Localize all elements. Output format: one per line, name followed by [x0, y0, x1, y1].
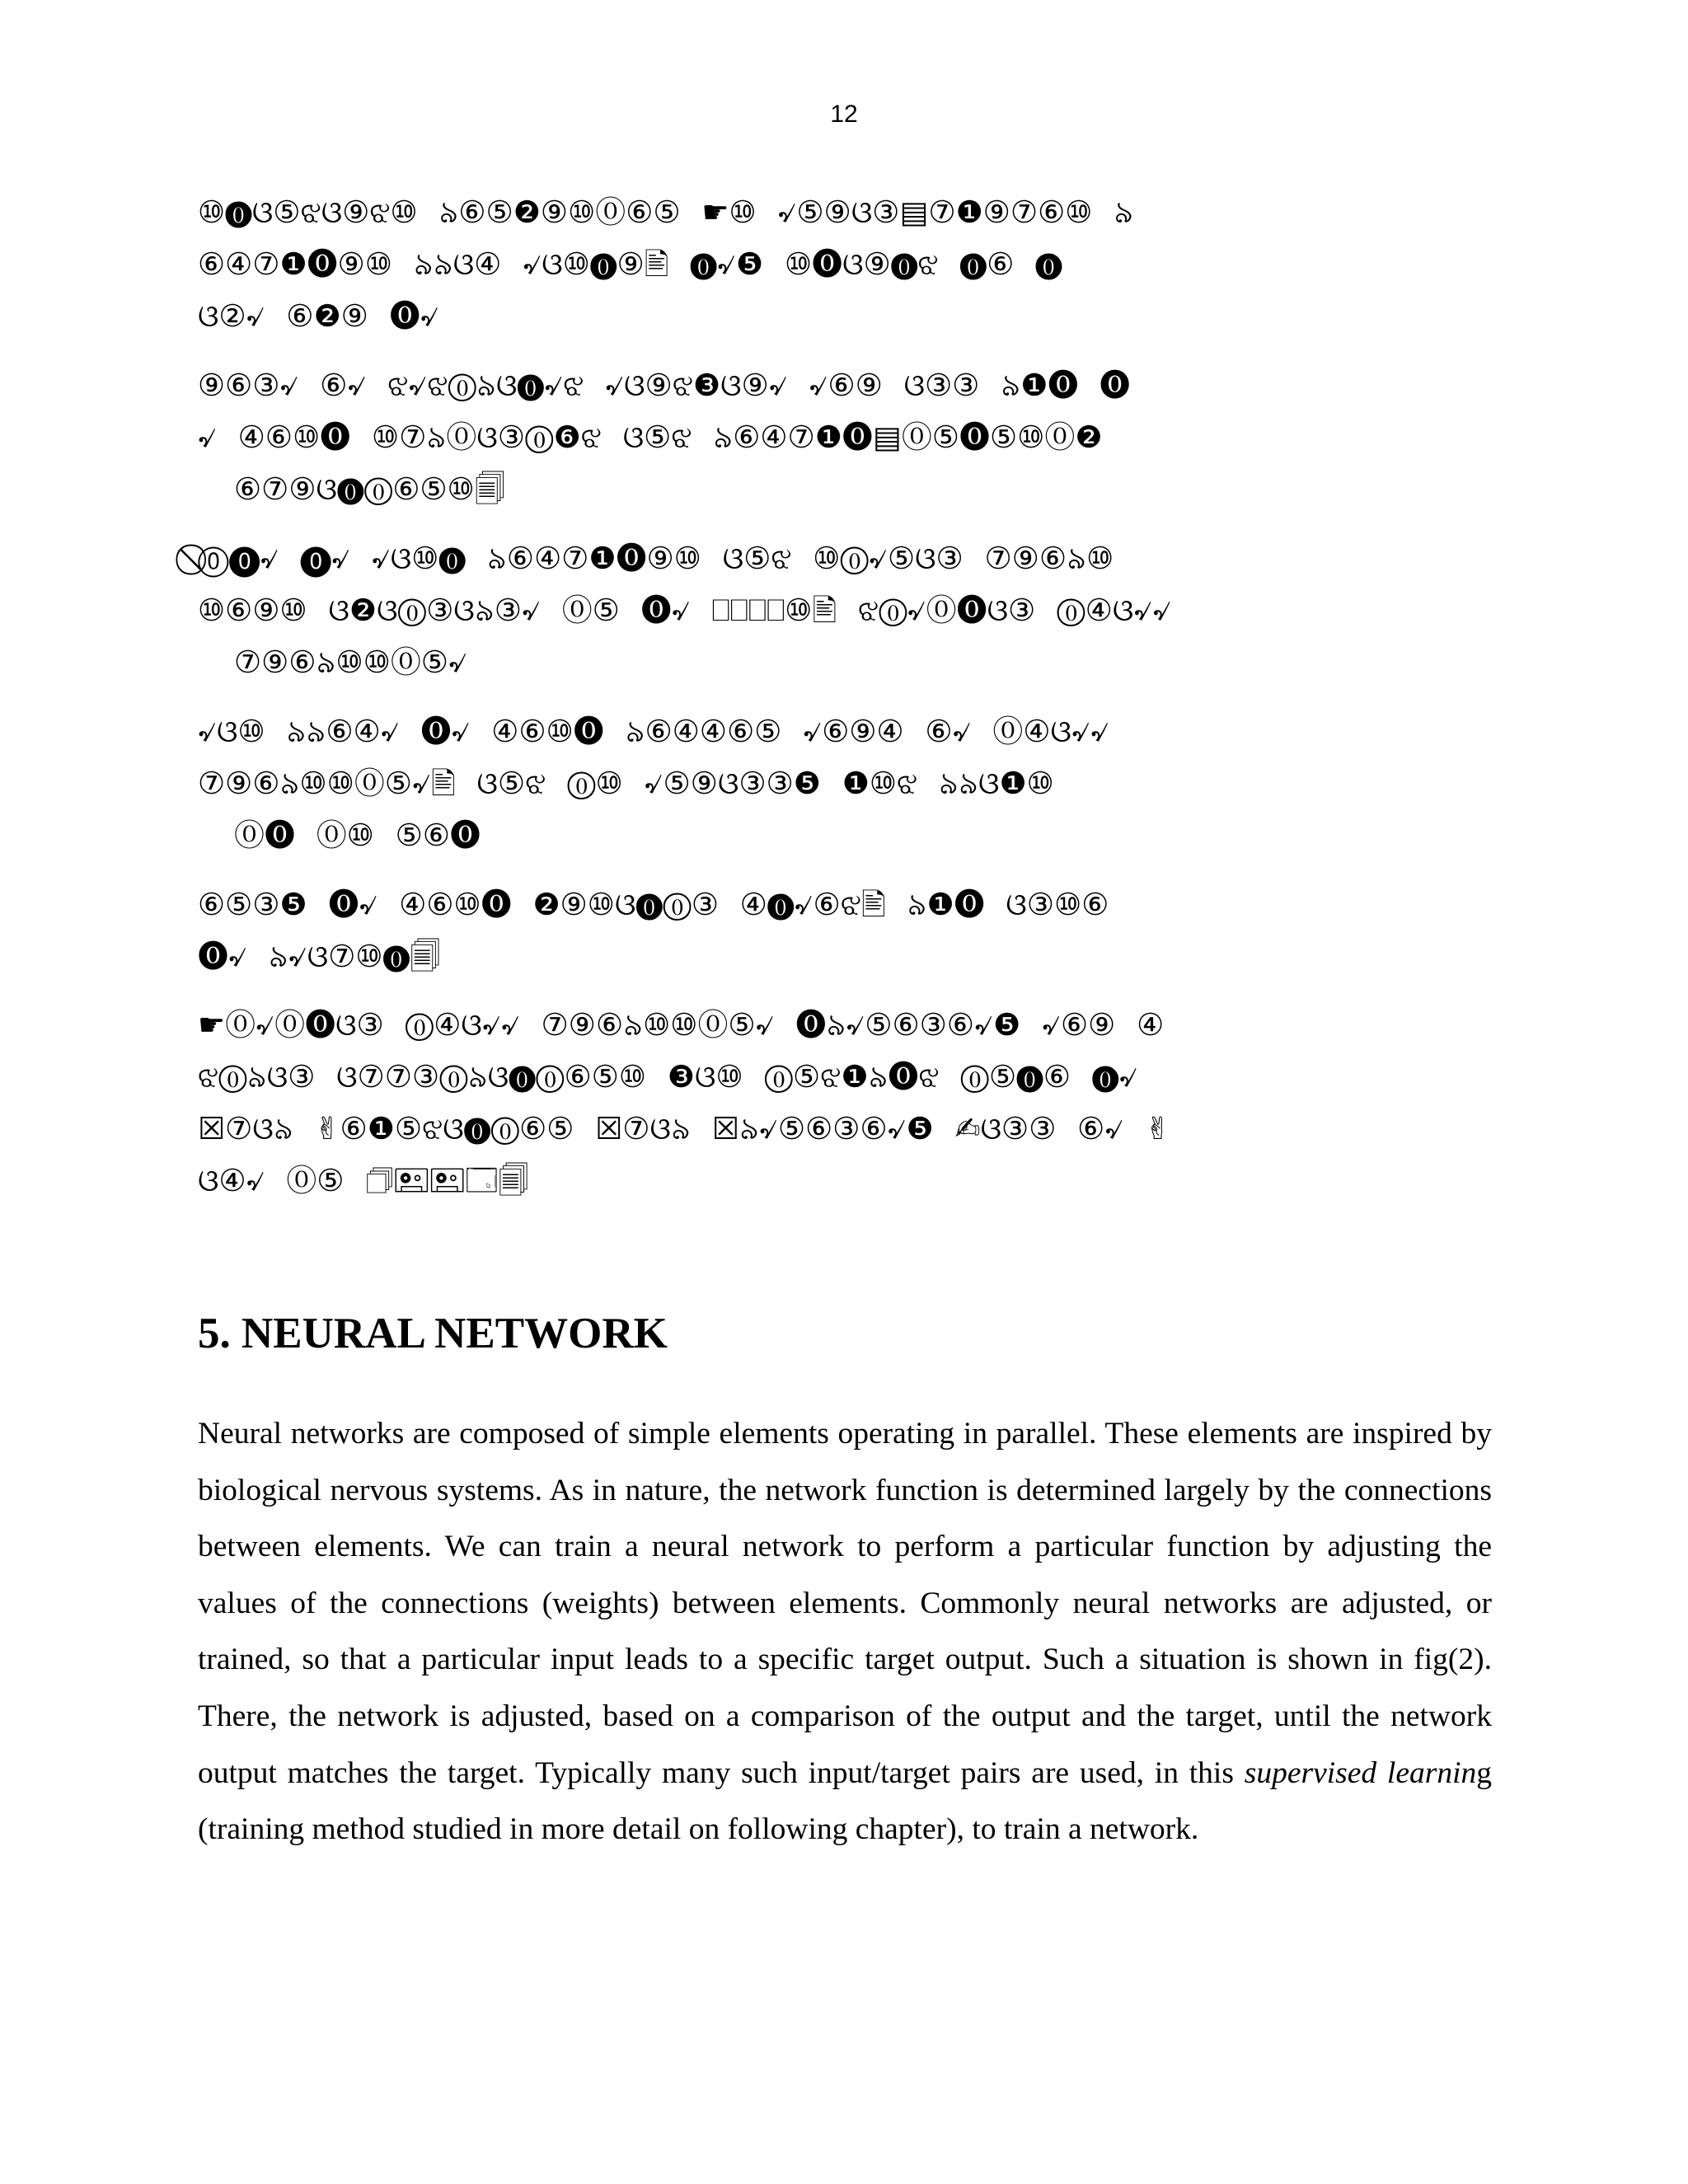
section-heading: 5. NEURAL NETWORK	[198, 1310, 668, 1357]
glyph-line: ଓ②৵ ⑥❷⑨ ⓿৵	[198, 298, 439, 334]
body-paragraph	[198, 1406, 1492, 1858]
glyph-paragraph-4	[198, 705, 1484, 861]
paragraph-text-end: g (training method studied in more detail on following chapter), to train a network.	[198, 1755, 1492, 1847]
glyph-paragraph-2	[198, 359, 1484, 515]
glyph-line: ⑩⓿ଓ⑤ଝଓ⑨ଝ⑩ ৯⑥⑤❷⑨⑩⓪⑥⑤ ☛⑩ ৵⑤⑨ଓ③▤⑦❶⑨⑦⑥⑩ ৯	[198, 194, 1134, 230]
italic-term: supervised learnin	[1244, 1755, 1477, 1790]
glyph-paragraph-6	[198, 999, 1484, 1207]
glyph-line: ৵ ④⑥⑩⓿ ⑩⑦৯⓪ଓ③⓪❻ଝ ଓ⑤ଝ ৯⑥④⑦❶⓿▤⓪⑤⓿⑤⑩⓪❷	[198, 419, 1103, 455]
glyph-line: ⓿৵ ৯৵ଓ⑦⑩⓿🗐	[198, 939, 441, 974]
glyph-line: ⑦⑨⑥৯⑩⑩⓪⑤৵	[234, 644, 468, 680]
glyph-line: ⑦⑨⑥৯⑩⑩⓪⑤৵🖹 ଓ⑤ଝ ⓪⑩ ৵⑤⑨ଓ③③❺ ❶⑩ଝ ৯৯ଓ❶⑩	[198, 766, 1054, 801]
glyph-paragraph-5	[198, 879, 1484, 982]
glyph-line: ⑥④⑦❶⓿⑨⑩ ৯৯ଓ④ ৵ଓ⑩⓿⑨🖹 ⓿৵❺ ⑩⓿ଓ⑨⓿ଝ ⓿⑥ ⓿	[198, 246, 1062, 282]
glyph-paragraph-1	[198, 186, 1484, 342]
glyph-paragraph-3	[198, 532, 1484, 688]
glyph-line: ☛⓪৵⓪⓿ଓ③ ⓪④ଓ৵৵ ⑦⑨⑥৯⑩⑩⓪⑤৵ ⓿৯৵⑤⑥③⑥৵❺ ৵⑥⑨ ④	[198, 1007, 1165, 1043]
glyph-line: ⑥⑤③❺ ⓿৵ ④⑥⑩⓿ ❷⑨⑩ଓ⓿⓪③ ④⓿৵⑥ଝ🖹 ৯❶⓿ ଓ③⑩⑥	[198, 887, 1109, 922]
glyph-line: ৵ଓ⑩ ৯৯⑥④৵ ⓿৵ ④⑥⑩⓿ ৯⑥④④⑥⑤ ৵⑥⑨④ ⑥৵ ⓪④ଓ৵৵	[198, 714, 1110, 749]
paragraph-text: Neural networks are composed of simple elements operating in parallel. These elements are inspired by biological nervous systems. As in nature, the network function is determined largely by the connections between elements. We can train a neural network to perform a particular function by adjusting the values of the connections (weights) between elements. Commonly neural networks are adjusted, or trained, so that a particular input leads to a specific target output. Such a situation is shown in fig(2). There, the network is adjusted, based on a comparison of the output and the target, until the network output matches the target. Typically many such input/target pairs are used, in this	[198, 1417, 1492, 1790]
glyph-line: ⑥⑦⑨ଓ⓿⓪⑥⑤⑩🗐	[234, 471, 505, 507]
glyph-line: ⑨⑥③৵ ⑥৵ ଝ৵ଝ⓪৯ଓ⓿৵ଝ ৵ଓ⑨ଝ❸ଓ⑨৵ ৵⑥⑨ ଓ③③ ৯❶⓿ ⓿	[198, 368, 1131, 403]
glyph-line: ଝ⓪৯ଓ③ ଓ⑦⑦③⓪৯ଓ⓿⓪⑥⑤⑩ ❸ଓ⑩ ⓪⑤ଝ❶৯⓿ଝ ⓪⑤⓿⑥ ⓿৵	[198, 1059, 1138, 1094]
glyph-line: ⑩⑥⑨⑩ ଓ❷ଓ⓪③ଓ৯③৵ ⓪⑤ ⓿৵ ⎕⎕⎕⎕⑩🖹 ଝ⓪৵⓪⓿ଓ③ ⓪④ଓ৵৵	[198, 593, 1172, 628]
page-number: 12	[830, 101, 858, 128]
glyph-line: ☒⑦ଓ৯ ✌⑥❶⑤ଝଓ⓿⓪⑥⑤ ☒⑦ଓ৯ ☒৯৵⑤⑥③⑥৵❺ ✍ଓ③③ ⑥৵ ✌	[198, 1111, 1171, 1146]
glyph-line: ଓ④৵ ⓪⑤ 🗇🖭🖭🗔🗐	[198, 1163, 529, 1198]
glyph-line: ⓪⓿ ⓪⑩ ⑤⑥⓿	[234, 818, 481, 853]
glyph-line: ⃠⓪⓿৵ ⓿৵ ৵ଓ⑩⓿ ৯⑥④⑦❶⓿⑨⑩ ଓ⑤ଝ ⑩⓪৵⑤ଓ③ ⑦⑨⑥৯⑩	[198, 541, 1114, 576]
